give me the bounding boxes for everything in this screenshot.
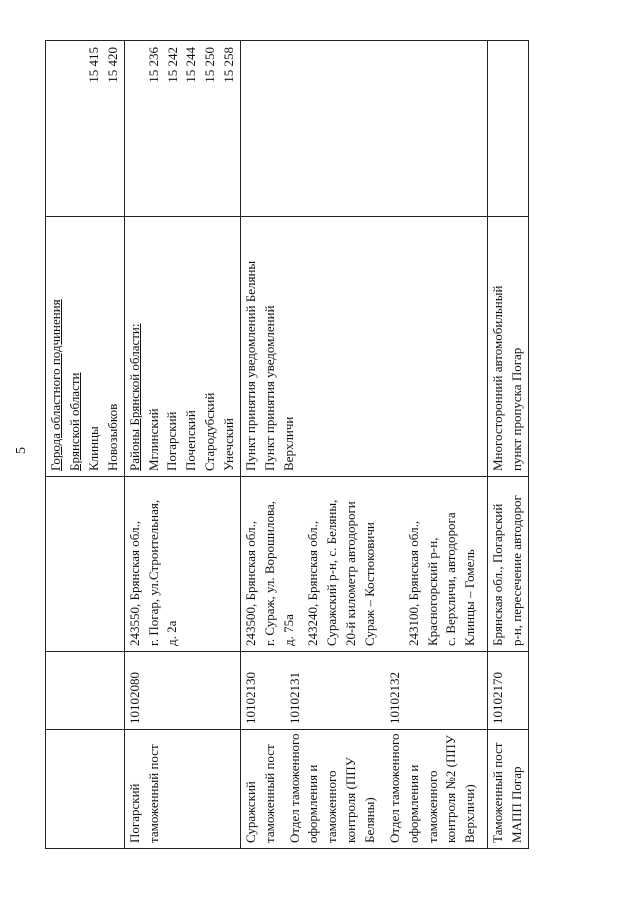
subunit-code: 10102131 [286, 672, 302, 724]
region-cell [124, 217, 240, 477]
region-name: Почепский [183, 410, 199, 471]
table-row-pogar-post [124, 41, 240, 849]
region-name: Мглинский [145, 408, 161, 471]
address-line: д. 75а [280, 614, 296, 646]
note-line: Верхличи [280, 416, 296, 471]
address-line: 243100, Брянская обл., [405, 520, 421, 646]
address-line: г. Погар, ул.Строительная, [145, 499, 161, 646]
address-line: 243550, Брянская обл., [126, 520, 142, 646]
address-cell [488, 477, 529, 652]
address-line: д. 2а [164, 620, 180, 646]
okato-cell-empty [240, 41, 487, 217]
regions-title-line: Брянской области [66, 372, 82, 471]
region-name: Погарский [164, 411, 180, 471]
subunit-code: 10102132 [386, 672, 402, 724]
post-code: 10102130 [242, 672, 258, 724]
post-name-line: Таможенный пост [490, 742, 506, 843]
post-name-cell [124, 730, 240, 849]
subunit-name-line: Отдел таможенного [386, 733, 402, 843]
post-code-cell [124, 652, 240, 730]
address-line: 243240, Брянская обл., [305, 520, 321, 646]
address-cell-empty [46, 477, 125, 652]
okato-code: 15 415 [86, 47, 101, 83]
address-cell [124, 477, 240, 652]
region-name: Унечский [220, 417, 236, 471]
address-line: 243500, Брянская обл., [242, 520, 258, 646]
note-cell [240, 217, 487, 477]
okato-code: 15 250 [202, 47, 218, 83]
subunit-name-line: Верхличи) [462, 784, 478, 843]
page-number: 5 [14, 447, 29, 454]
subunit-name-line: контроля №2 (ППУ [443, 735, 459, 843]
note-cell [488, 217, 529, 477]
post-name-cell [240, 730, 487, 849]
address-line: г. Сураж, ул. Ворошилова, [261, 501, 277, 646]
subunit-name-line: контроля (ППУ [343, 757, 359, 843]
address-line: Суражский р-н, с. Беляны, [324, 499, 340, 646]
address-line: Красногорский р-н, [424, 537, 440, 646]
subunit-name-line: таможенного [324, 770, 340, 843]
regions-title-line: Города областного подчинения [48, 299, 63, 471]
post-cell-empty [46, 730, 125, 849]
post-name-line: Суражский [242, 781, 258, 843]
subunit-name-line: таможенного [424, 770, 440, 843]
note-line: пункт пропуска Погар [508, 347, 524, 471]
address-line: Сураж – Костюковичи [361, 522, 377, 646]
okato-code: 15 420 [104, 47, 120, 83]
okato-cell [124, 41, 240, 217]
address-line: Клинцы – Гомель [462, 549, 478, 646]
post-code-cell [488, 652, 529, 730]
okato-code: 15 258 [221, 47, 237, 83]
post-name-line: таможенный пост [145, 744, 161, 843]
table-row-surazh-post [240, 41, 487, 849]
address-line: 20-й километр автодороги [343, 501, 359, 646]
region-name: Клинцы [85, 426, 101, 471]
regions-title: Районы Брянской области: [126, 323, 142, 471]
okato-code: 15 242 [164, 47, 180, 83]
region-cell [46, 217, 125, 477]
post-name-line: МАПП Погар [508, 766, 524, 843]
address-cell [240, 477, 487, 652]
post-name-cell [488, 730, 529, 849]
subunit-name-line: оформления и [405, 764, 421, 843]
okato-code: 15 236 [145, 47, 161, 83]
note-line: Пункт принятия уведомлений Беляны [242, 260, 258, 471]
post-code: 10102170 [490, 672, 506, 724]
region-name: Стародубский [202, 392, 218, 471]
post-code-cell [240, 652, 487, 730]
address-line: Брянская обл., Погарский [490, 503, 506, 646]
okato-cell-empty [488, 41, 529, 217]
note-line: Пункт принятия уведомлений [261, 305, 277, 471]
post-code: 10102080 [126, 672, 142, 724]
code-cell-empty [46, 652, 125, 730]
table-row-cities [46, 41, 125, 849]
address-line: с. Верхличи, автодорога [443, 512, 459, 646]
okato-cell [46, 41, 125, 217]
address-line: р-н, пересечение автодорог [508, 495, 524, 646]
subunit-name-line: Беляны) [361, 797, 377, 843]
post-name-line: таможенный пост [261, 744, 277, 843]
post-name-line: Погарский [126, 783, 142, 843]
table-row-mapp-pogar [488, 41, 529, 849]
subunit-name-line: Отдел таможенного [286, 733, 302, 843]
customs-posts-table [45, 40, 529, 849]
note-line: Многосторонний автомобильный [490, 285, 506, 471]
okato-code: 15 244 [183, 47, 199, 83]
subunit-name-line: оформления и [305, 764, 321, 843]
region-name: Новозыбков [104, 403, 120, 471]
